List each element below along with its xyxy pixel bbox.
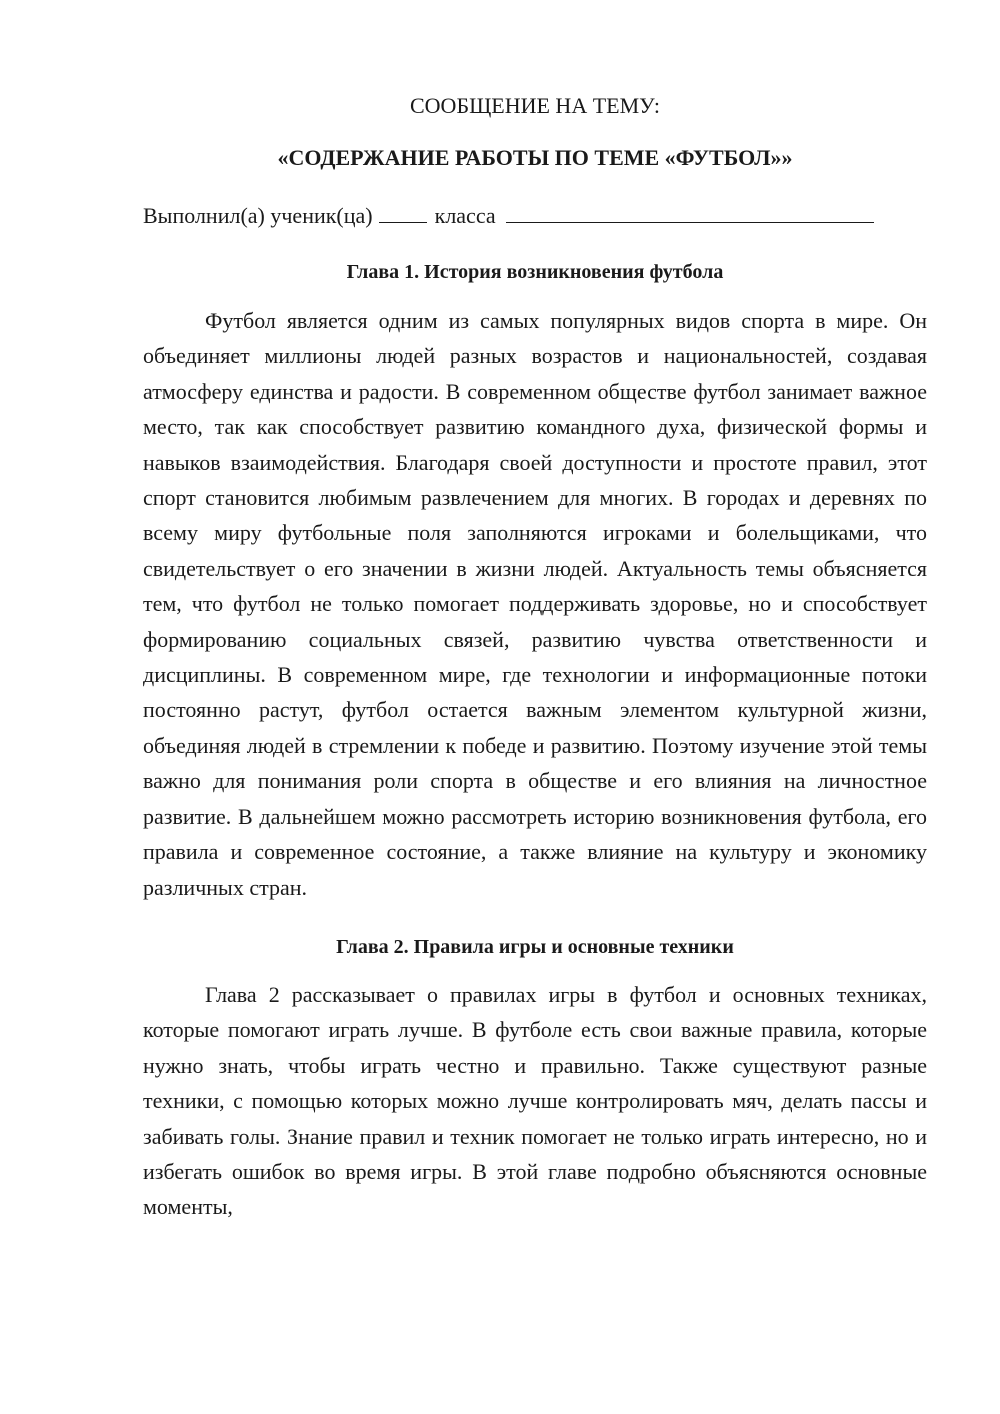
- chapter-2-paragraph: Глава 2 рассказывает о правилах игры в футбол и основных техниках, которые помогают играть лучше. В футболе есть свои важные правила, которые нужно знать, чтобы играть честно и правильно. Также существуют разные техники, с помощью которых можно лучше контролировать мяч, делать пассы и забивать голы. Знание правил и техник помогает не только играть интересно, но и избегать ошибок во время игры. В этой главе подробно объясняются основные моменты,: [143, 981, 927, 1220]
- chapter-1-paragraph: Футбол является одним из самых популярных видов спорта в мире. Он объединяет миллионы людей разных возрастов и национальностей, создавая атмосферу единства и радости. В современном обществе футбол занимает важное место, так как способствует развитию командного духа, физической формы и навыков взаимодействия. Благодаря своей доступности и простоте правил, этот спорт становится любимым развлечением для многих. В городах и деревнях по всему миру футбольные поля заполняются игроками и болельщиками, что свидетельствует о его значении в жизни людей. Актуальность темы объясняется тем, что футбол не только помогает поддерживать здоровье, но и способствует формированию социальных связей, развитию чувства ответственности и дисциплины. В современном мире, где технологии и информационные потоки постоянно растут, футбол остается важным элементом культурной жизни, объединяя людей в стремлении к победе и развитию. Поэтому изучение этой темы важно для понимания роли спорта в обществе и его влияния на личностное развитие. В дальнейшем можно рассмотреть историю возникновения футбола, его правила и современное состояние, а также влияние на культуру и экономику различных стран.: [143, 308, 927, 900]
- document-title-line-1: СООБЩЕНИЕ НА ТЕМУ:: [410, 93, 660, 118]
- document-page: [143, 92, 927, 1225]
- chapter-2-heading: Глава 2. Правила игры и основные техники: [336, 935, 734, 958]
- chapter-1-heading: Глава 1. История возникновения футбола: [346, 261, 724, 283]
- document-title-line-2: «СОДЕРЖАНИЕ РАБОТЫ ПО ТЕМЕ «ФУТБОЛ»»: [277, 145, 793, 170]
- author-class-word: класса: [434, 203, 496, 228]
- class-number-blank: [379, 202, 427, 223]
- author-prefix: Выполнил(а) ученик(ца): [143, 203, 373, 228]
- author-line: [143, 202, 927, 230]
- author-name-blank: [506, 202, 874, 223]
